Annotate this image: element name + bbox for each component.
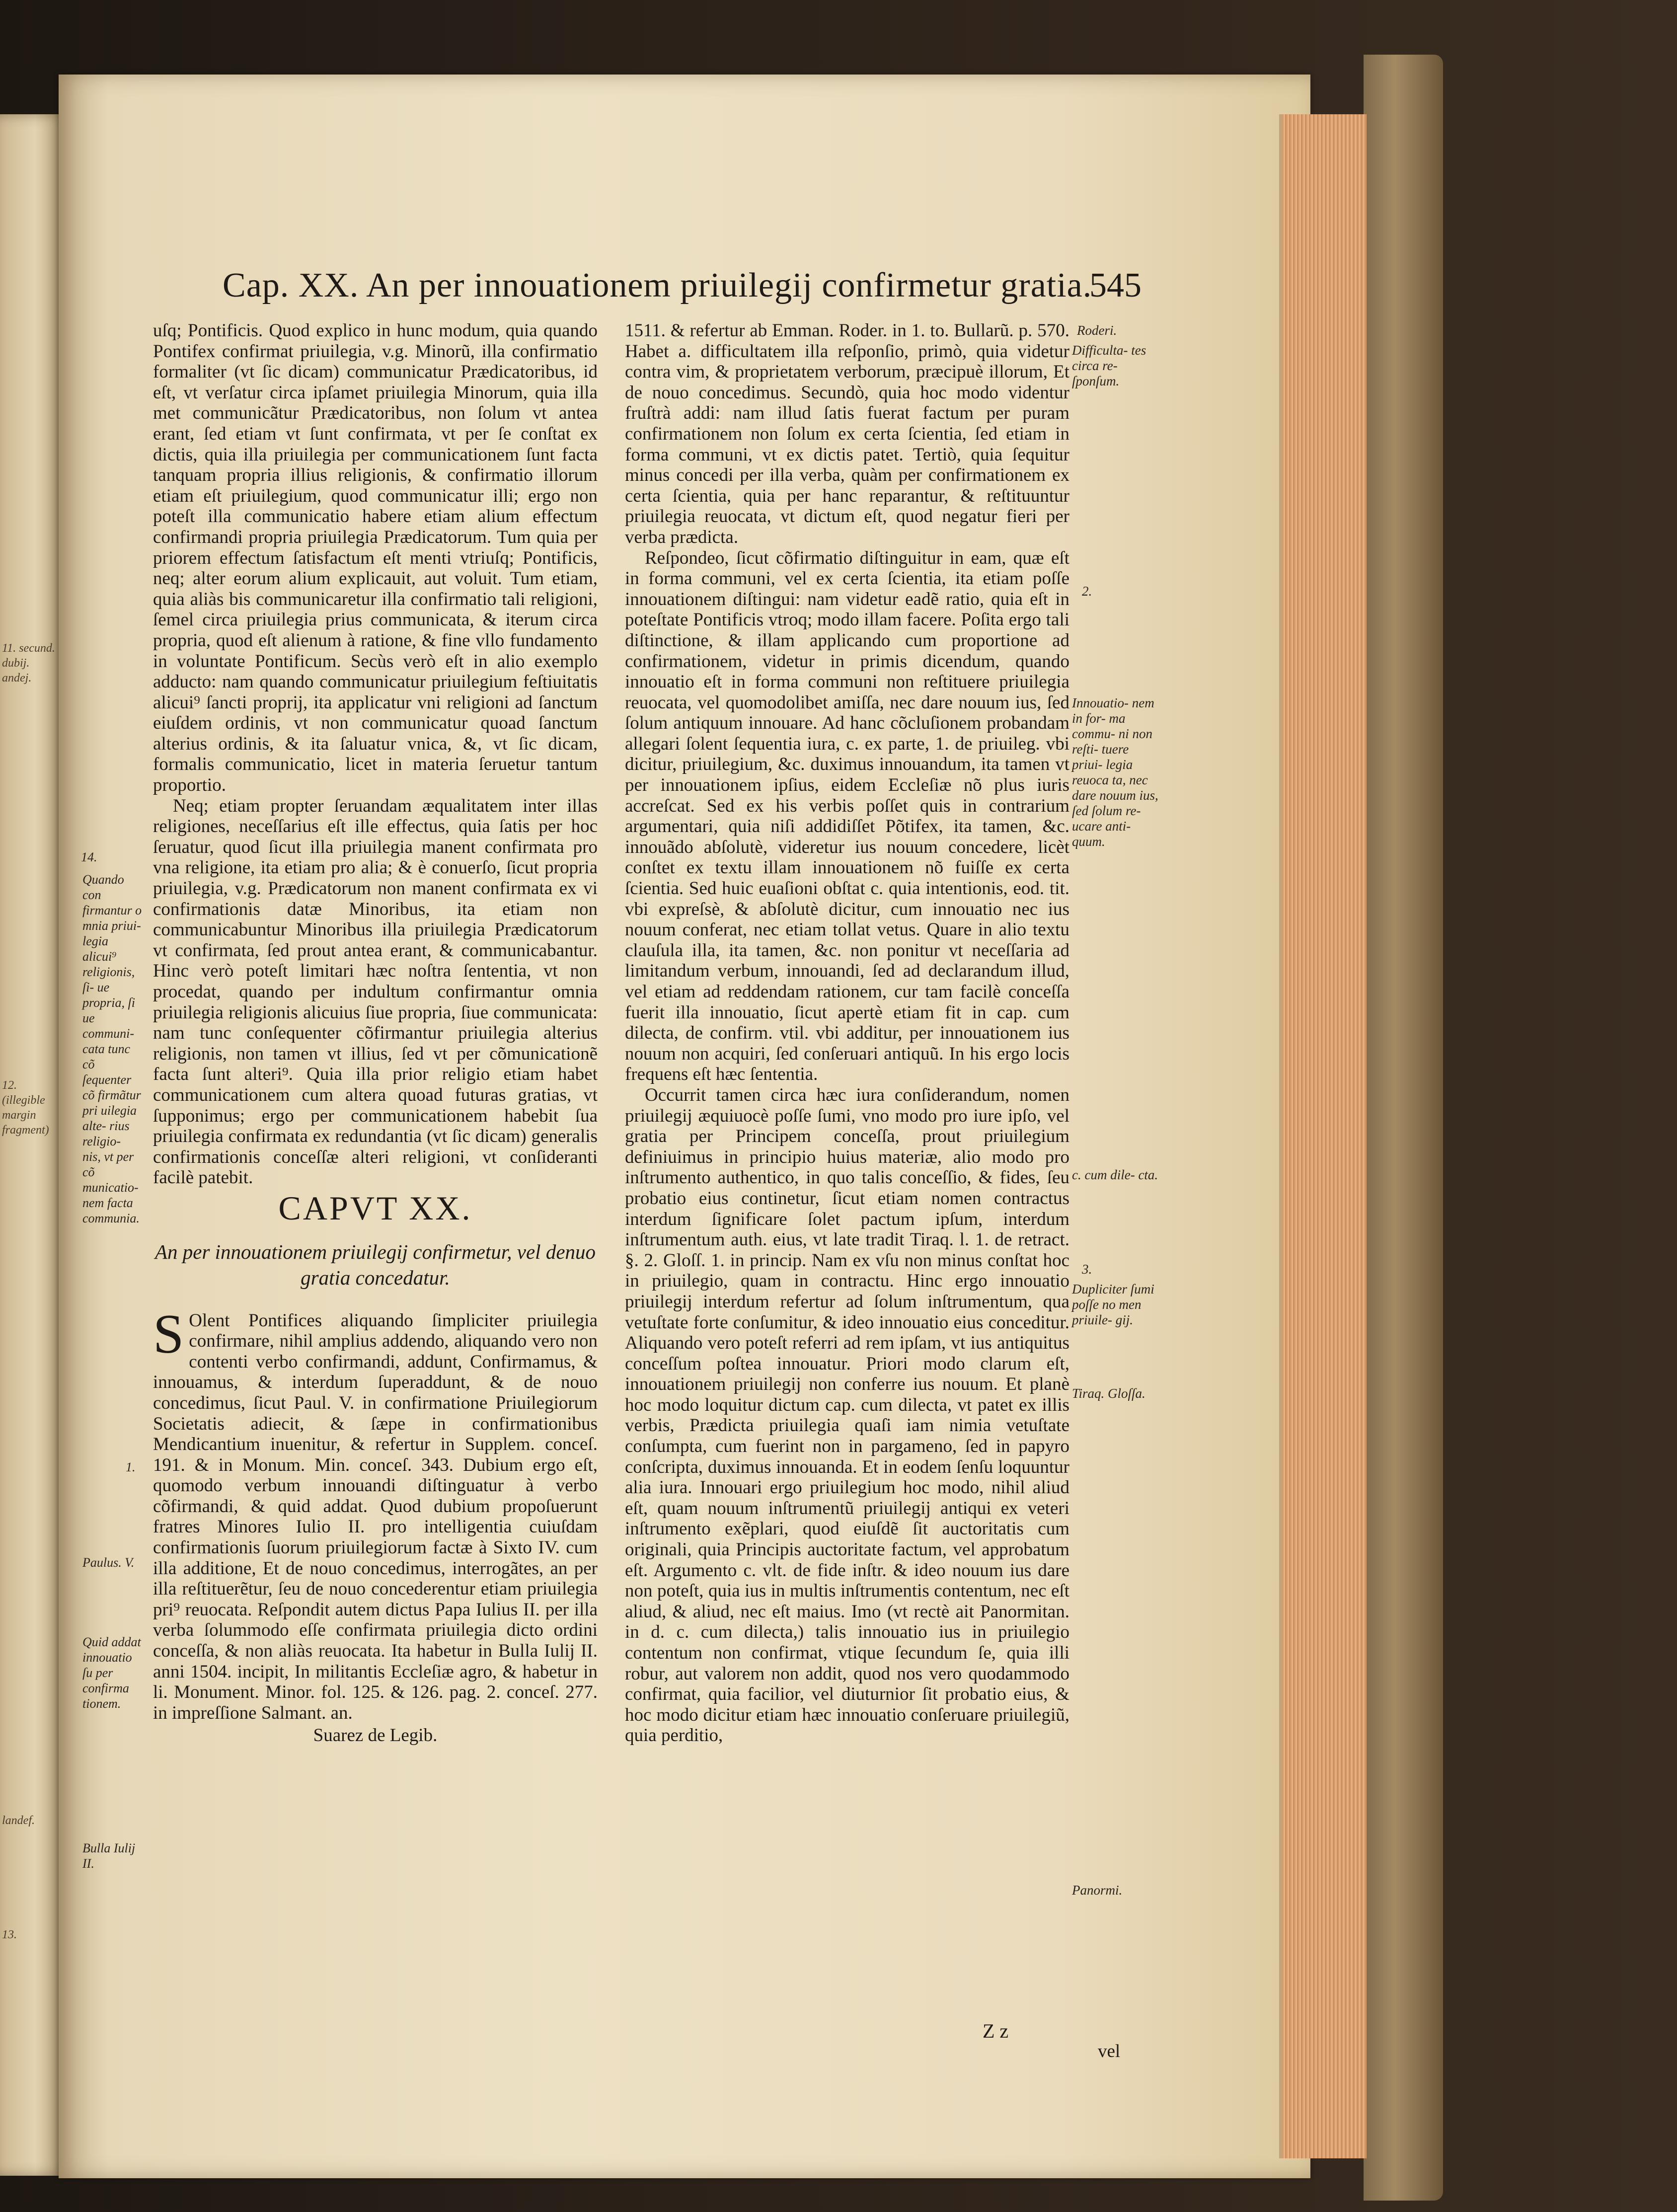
margin-note: Dupliciter ſumi poſſe no men priuile- gij.	[1072, 1282, 1154, 1327]
margin-note: Bulla Iulij II.	[82, 1841, 136, 1871]
paragraph	[153, 1303, 598, 1724]
margin-note: 2.	[1082, 584, 1092, 599]
chapter-subtitle: An per innouationem priuilegij confirmetur, vel denuo gratia concedatur.	[154, 1240, 596, 1289]
margin-note: Quando con firmantur o mnia priui- legia alicui⁹ religionis, ſi- ue propria, ſi ue communi- cata tunc cõ ſequenter cõ firmãtur pri uilegia alte- rius religio- nis, vt per cõ municatio- nem facta communia.	[82, 872, 142, 1225]
page-block-fore-edge	[1279, 114, 1367, 2158]
left-margin-fragment-mid: 12. (illegible margin fragment)	[2, 1079, 49, 1137]
left-page-edge	[0, 114, 64, 2176]
chapter-title: CAPVT XX.	[278, 1189, 472, 1227]
text-column-left	[153, 320, 598, 1746]
left-margin-fragment-low: landef.	[2, 1814, 35, 1827]
paragraph: Neq; etiam propter ſeruandam æqualitatem inter illas religiones, neceſſarius eſt ille effectus, quia ſatis per hoc ſeruatur, quod ſicut illa priuilegia manent confirmata pro vna religione, ita etiam pro alia; & è conuerſo, ſicut propria priuilegia, v.g. Prædicatorum non manent confirmata ex vi confirmationis datæ Minoribus, ita etiam non communicabuntur Minoribus illa priuilegia Prædicatorum vt confirmata, ſed prout antea erant, & communicabantur. Hinc verò poteſt limitari hæc noſtra ſententia, vt non procedat, quando per indultum confirmantur omnia priuilegia religionis alicuius ſiue propria, ſiue communicata: nam tunc conſequenter cõfirmantur priuilegia alterius religionis, non tamen vt illius, ſed vt per cõmunicationẽ facta ſunt alteri⁹. Quia illa prior religio etiam habet communicationem cum altera quoad futuras gratias, vt ſupponimus; ergo per communicationem habebit ſua priuilegia confirmata ex redundantia (vt ſic dicam) generalis confirmationis conceſſæ alteri religioni, vt conſideranti facilè patebit.	[153, 795, 598, 1188]
paragraph: Reſpondeo, ſicut cõfirmatio diſtinguitur in eam, quæ eſt in forma communi, vel ex certa ſcientia, ita etiam poſſe innouationem diſtingui: nam videtur eadẽ ratio, quia eſt in poteſtate Pontificis vtroq; modo illam facere. Poſita ergo tali diſtinctione, & illam applicando cum proportione ad confirmationem, videtur in primis dicendum, quando innouatio eſt in forma communi non reſtituere priuilegia reuocata, vel quomodolibet amiſſa, nec dare nouum ius, ſed ſolum antiquum innouare. Ad hanc cõcluſionem probandam allegari ſolent ſequentia iura, c. ex parte, 1. de priuileg. vbi dicitur, priuilegium, &c. duximus innouandum, ita tamen vt per innouationem ipſius, eidem Eccleſiæ nõ plus iuris accreſcat. Sed ex his verbis poſſet quis in contrarium argumentari, quia niſi addidiſſet Põtifex, ita tamen, &c. innouãdo abſolutè, videretur ius nouum concedere, licèt conſtet ex textu illam innouationem nõ fuiſſe ex certa ſcientia. Sed huic euaſioni obſtat c. quia intentionis, eod. tit. vbi expreſsè, & abſolutè dicitur, cum innouatio nec ius nouum conferat, nec etiam tollat vetus. Quare in alio textu clauſula illa, ita tamen, &c. non ponitur vt neceſſaria ad limitandum verbum, innouandi, ſed ad declarandum illud, vel etiam ad reddendam rationem, cur tam facilè conceſſa fuerit illa innouatio, ſicut apertè etiam fit in cap. cum dilecta, de confirm. vtil. vbi additur, per innouationem ius nouum non acquiri, ſed conſeruari antiquũ. In his ergo locis frequens eſt hæc ſententia.	[625, 547, 1069, 1085]
page-number: 545	[1089, 266, 1142, 305]
left-margin-fragment-bottom: 13.	[2, 1928, 17, 1941]
paragraph: 1511. & refertur ab Emman. Roder. in 1. to. Bullarũ. p. 570. Habet a. difficultatem illa reſponſio, primò, quia videtur contra vim, & proprietatem verborum, præcipuè illorum, Et de nouo concedimus. Secundò, quia hoc modo videntur fruſtrà addi: nam illud ſatis fuerat factum per puram confirmationem non ſolum ex certa ſcientia, ſed etiam in forma communi, vt ex dictis patet. Tertiò, quia ſequitur minus concedi per illa verba, quàm per confirmationem ex certa ſcientia, quia per hanc reparantur, & reſtituuntur priuilegia reuocata, vt dictum eſt, quod negatur fieri per verba prædicta.	[625, 320, 1069, 547]
margin-note: Roderi.	[1077, 323, 1117, 338]
text-column-right	[625, 320, 1069, 1746]
left-margin-fragment-top: 11. secund. dubij. andej.	[2, 642, 55, 685]
running-header	[223, 266, 1142, 315]
margin-note: Innouatio- nem in for- ma commu- ni non reſti- tuere priui- legia reuoca ta, nec dare nouum ius, ſed ſolum re- ucare anti- quum.	[1072, 695, 1158, 849]
margin-note: Tiraq. Gloſſa.	[1072, 1386, 1145, 1401]
paragraph-number: 14.	[81, 850, 97, 864]
margin-note: c. cum dile- cta.	[1072, 1167, 1158, 1182]
catchword-left: Suarez de Legib.	[313, 1725, 438, 1746]
book-cover-board	[1364, 55, 1443, 2201]
margin-note: 3.	[1082, 1262, 1092, 1277]
margin-note: Panormi.	[1072, 1883, 1123, 1898]
paragraph-number: 1.	[126, 1460, 136, 1474]
margin-note: Difficulta- tes circa re- ſponſum.	[1072, 343, 1146, 388]
running-title: Cap. XX. An per innouationem priuilegij confirmetur gratia.	[223, 266, 1092, 305]
paragraph: Occurrit tamen circa hæc iura conſiderandum, nomen priuilegij æquiuocè poſſe ſumi, vno modo pro iure ipſo, vel gratia per Principem conceſſa, prout priuilegium definiuimus in principio huius materiæ, alio modo pro inſtrumento authentico, in quo talis conceſſio, & fides, ſeu probatio eius continetur, ſicut etiam nomen contractus interdum ſignificare ſolet pactum ipſum, interdum inſtrumentum auth. eius, vt late tradit Tiraq. l. 1. de retract. §. 2. Gloſſ. 1. in princip. Nam ex vſu non minus conſtat hoc in priuilegio, quam in contractu. Hinc ergo innouatio priuilegij interdum refertur ad ſolum inſtrumentum, qua vetuſtate forte conſumitur, & ideo innouatio eius conceditur. Aliquando vero poteſt referri ad rem ipſam, vt ius antiquitus conceſſum poſtea innouatur. Priori modo clarum eſt, innouationem priuilegij non conferre ius nouum. Et planè hoc modo loquitur dictum cap. cum dilecta, vt patet ex illis verbis, Prædicta priuilegia quaſi iam nimia vetuſtate conſumpta, cum fuerint non in pargameno, ſed in papyro conſcripta, duximus innouanda. Et in eodem ſenſu loquuntur alia iura. Innouari ergo priuilegium hoc modo, nihil aliud eſt, quam nouum inſtrumentũ priuilegij antiqui ex veteri inſtrumento exẽplari, quod eiuſdẽ ſit auctoritatis cum originali, quia Principis auctoritate factum, vel approbatum eſt. Argumento c. vlt. de fide inſtr. & ideo nouum ius dare non poteſt, quia ius in multis inſtrumentis contentum, nec eſt aliud, & aliud, nec eſt maius. Imo (vt rectè ait Panormitan. in d. c. cum dilecta,) talis innouatio ius in priuilegio contentum non confirmat, vtique ſecundum ſe, quia illi robur, aut valorem non addit, quod nos vero quodammodo confirmat, quia facilior, vel diuturnior ſit probatio eius, & hoc modo dicitur etiam hæc innouatio conſeruare priuilegiũ, quia perditio,	[625, 1084, 1069, 1746]
catchword-right: vel	[1098, 2041, 1121, 2061]
margin-note: Paulus. V.	[82, 1555, 135, 1570]
signature-mark: Z z	[983, 2020, 1009, 2042]
paragraph: uſq; Pontificis. Quod explico in hunc modum, quia quando Pontifex confirmat priuilegia, v.g. Minorũ, illa confirmatio formaliter (vt ſic dicam) communicatur Prædicatoribus, id eſt, vt verſatur circa ipſamet priuilegia Minorum, quia illa met communicãtur Prædicatoribus, non ſolum vt antea erant, ſed etiam vt ſunt confirmata, vt per ſe conſtat ex dictis, quia illa priuilegia per communicationem ſunt facta tanquam propria illius religionis, & confirmatio illorum etiam eſt priuilegium, quod communicatur illi; ergo non poteſt illa communicatio habere etiam alium effectum confirmandi propria priuilegia Prædicatorum. Tum quia per priorem effectum ſatisfactum eſt menti vtriuſq; Pontificis, neq; alter eorum alium explicauit, aut voluit. Tum etiam, quia aliàs bis communicaretur illa confirmatio tali religioni, ſemel circa priuilegia prius communicata, & iterum circa propria, quod eſt alienum à ratione, & fine vllo fundamento in voluntate Pontificum. Secùs verò eſt in alio exemplo adducto: nam quando communicatur priuilegium feſtiuitatis alicui⁹ ſancti proprij, ita applicatur vni religioni ad ſanctum eiuſdem ordinis, vt non communicatur quoad ſanctum alterius ordinis, & ita ſaluatur vnica, &, vt ſic dicam, formalis communicatio, licet in materia ſeruetur tantum proportio.	[153, 320, 598, 796]
drop-cap: S	[153, 1303, 184, 1365]
margin-note: Quid addat innouatio ſu per confirma tionem.	[82, 1635, 141, 1711]
paragraph-text: Olent Pontifices aliquando ſimpliciter priuilegia confirmare, nihil amplius addendo, aliquando vero non contenti verbo confirmandi, addunt, Confirmamus, & innouamus, & interdum ſuperaddunt, & de nouo concedimus, ſicut Paul. V. in confirmatione Priuilegiorum Societatis adiecit, & ſæpe in confirmationibus Mendicantium inuenitur, & refertur in Supplem. conceſ. 191. & in Monum. Min. conceſ. 343. Dubium ergo eſt, quomodo verbum innouandi diſtinguatur à verbo cõfirmandi, & quid addat. Quod dubium propoſuerunt fratres Minores Iulio II. pro intelligentia cuiuſdam confirmationis ſuorum priuilegiorum factæ à Sixto IV. cum illa additione, Et de nouo concedimus, interrogãtes, an per illa reſtituerẽtur, ſeu de nouo concederentur etiam priuilegia pri⁹ reuocata. Reſpondit autem dictus Papa Iulius II. per illa verba ſolummodo eſſe confirmata priuilegia dicto ordini conceſſa, & non aliàs reuocata. Ita habetur in Bulla Iulij II. anni 1504. incipit, In militantis Eccleſiæ agro, & habetur in li. Monument. Minor. fol. 125. & 126. pag. 2. conceſ. 277. in impreſſione Salmant. an.	[153, 1310, 598, 1723]
book-page	[59, 75, 1310, 2178]
